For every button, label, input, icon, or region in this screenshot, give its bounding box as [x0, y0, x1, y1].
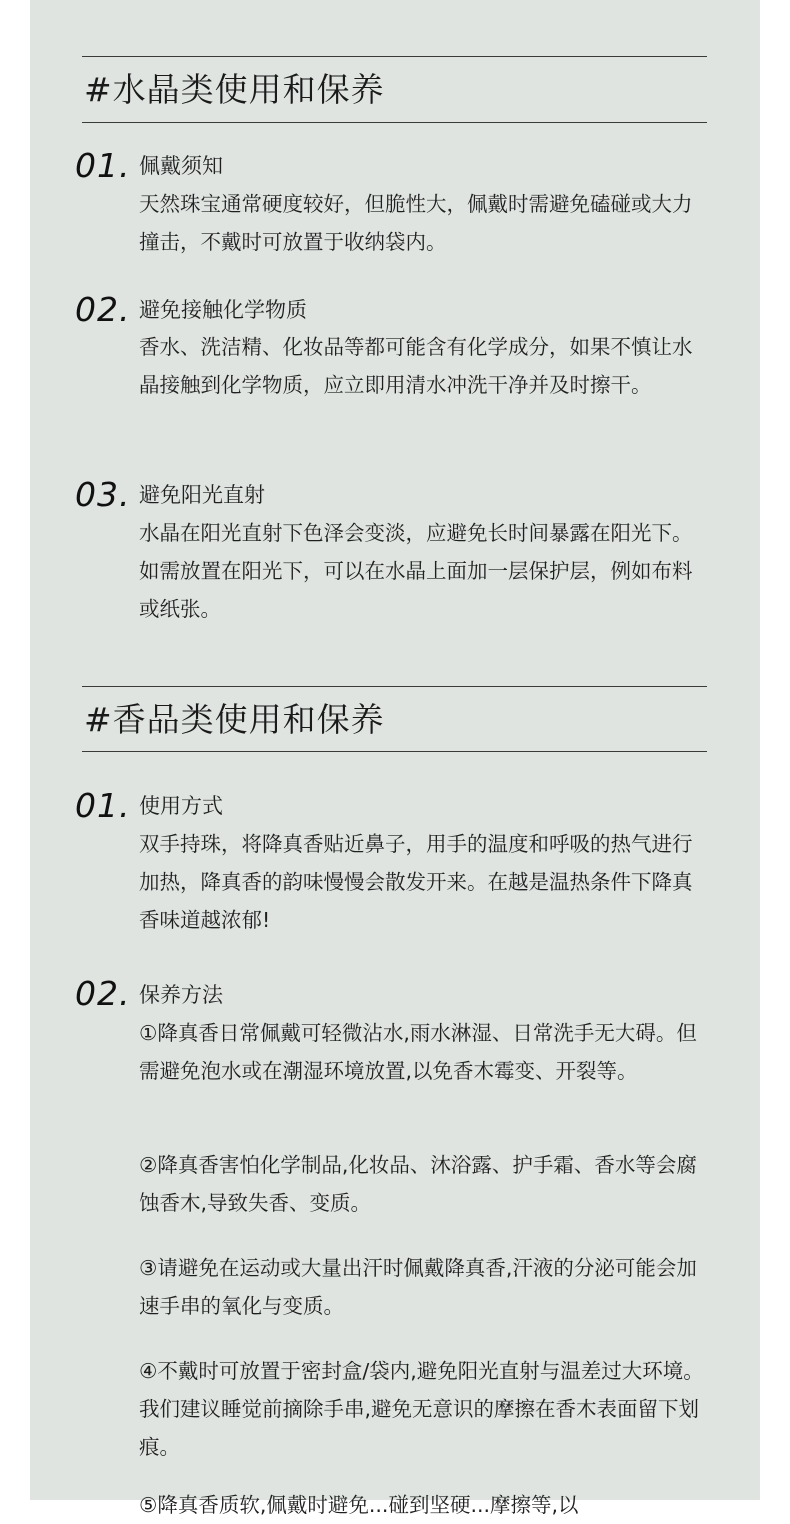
divider-line — [82, 122, 707, 123]
incense-care-paragraph-1: ①降真香日常佩戴可轻微沾水,雨水淋湿、日常洗手无大碍。但需避免泡水或在潮湿环境放置,以免香木霉变、开裂等。 — [139, 1021, 697, 1083]
incense-item-1-number: 01. — [75, 786, 131, 825]
incense-item-1-title: 使用方式 — [139, 794, 223, 818]
incense-item-1-body: 双手持珠，将降真香贴近鼻子，用手的温度和呼吸的热气进行加热，降真香的韵味慢慢会散发开来。在越是温热条件下降真香味道越浓郁! — [139, 832, 693, 932]
divider-line — [82, 686, 707, 687]
crystal-item-3-number: 03. — [75, 475, 131, 514]
crystal-item-2-title: 避免接触化学物质 — [139, 298, 307, 322]
crystal-item-3-body: 水晶在阳光直射下色泽会变淡，应避免长时间暴露在阳光下。如需放置在阳光下，可以在水晶上面加一层保护层，例如布料或纸张。 — [139, 521, 693, 621]
crystal-item-1-title: 佩戴须知 — [139, 154, 223, 178]
divider-line — [82, 751, 707, 752]
care-guide-page — [30, 0, 760, 1517]
crystal-item-1-number: 01. — [75, 146, 131, 185]
crystal-section-heading: #水晶类使用和保养 — [84, 70, 385, 109]
incense-care-paragraph-5: ⑤降真香质软,佩戴时避免...碰到坚硬...摩擦等,以 — [139, 1493, 579, 1517]
crystal-item-2-number: 02. — [75, 290, 131, 329]
crystal-item-2-body: 香水、洗洁精、化妆品等都可能含有化学成分，如果不慎让水晶接触到化学物质，应立即用清水冲洗干净并及时擦干。 — [139, 335, 693, 397]
divider-line — [82, 56, 707, 57]
crystal-item-1-body: 天然珠宝通常硬度较好，但脆性大，佩戴时需避免磕碰或大力撞击，不戴时可放置于收纳袋内。 — [139, 192, 693, 254]
incense-item-2-title: 保养方法 — [139, 983, 223, 1007]
incense-care-paragraph-3: ③请避免在运动或大量出汗时佩戴降真香,汗液的分泌可能会加速手串的氧化与变质。 — [139, 1256, 697, 1318]
incense-section-heading: #香品类使用和保养 — [84, 700, 385, 739]
incense-care-paragraph-4: ④不戴时可放置于密封盒/袋内,避免阳光直射与温差过大环境。我们建议睡觉前摘除手串,避免无意识的摩擦在香木表面留下划痕。 — [139, 1359, 704, 1459]
incense-care-paragraph-2: ②降真香害怕化学制品,化妆品、沐浴露、护手霜、香水等会腐蚀香木,导致失香、变质。 — [139, 1153, 697, 1215]
crystal-item-3-title: 避免阳光直射 — [139, 483, 265, 507]
incense-item-2-number: 02. — [75, 974, 131, 1013]
